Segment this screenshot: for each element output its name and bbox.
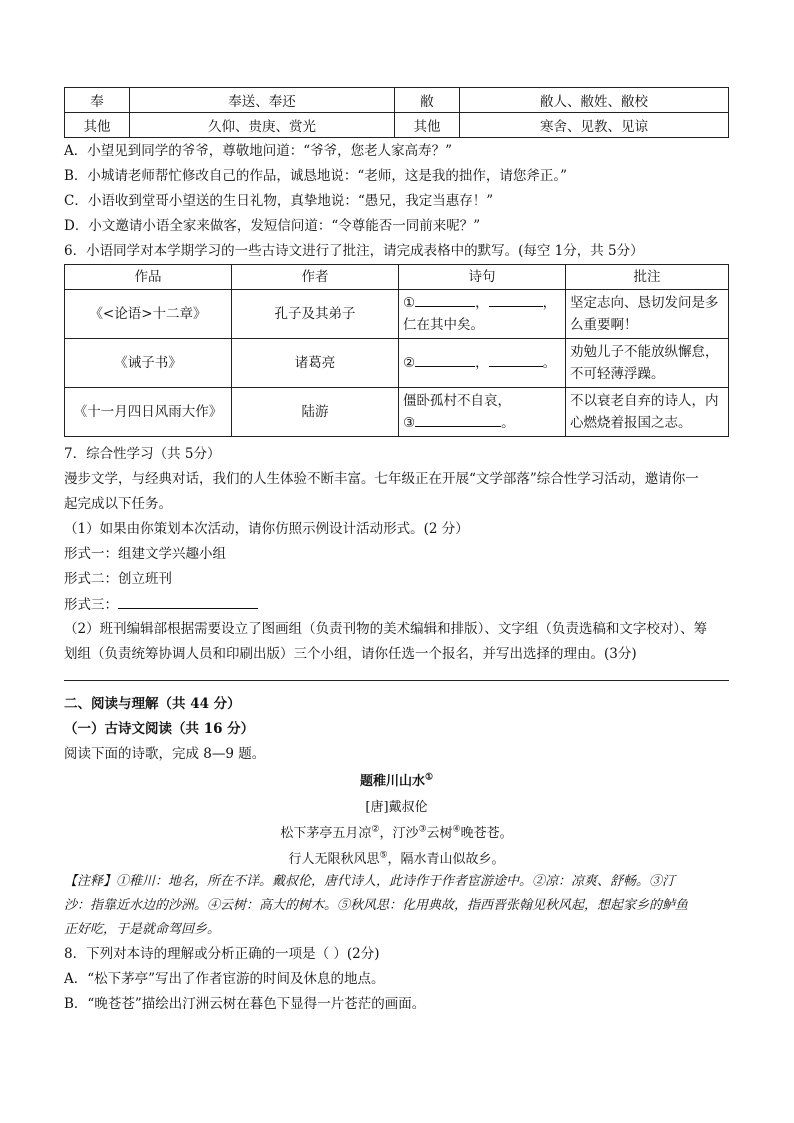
reading-instruction: 阅读下面的诗歌，完成 8—9 题。 [64, 746, 266, 762]
poem-author: [唐]戴叔伦 [365, 800, 428, 815]
table-cell: 敝 [395, 88, 460, 113]
section-title: 二、阅读与理解（共 44 分） [64, 696, 241, 712]
table-row [65, 339, 729, 388]
verse-cell: ① ， ， 仁在其中矣。 [399, 290, 566, 339]
work-cell: 《诫子书》 [65, 339, 232, 388]
form-three-blank[interactable] [118, 594, 258, 609]
poem-notes: 【注释】①稚川：地名，所在不详。戴叔伦，唐代诗人，此诗作于作者宦游途中。②凉：凉爽、舒畅。③汀 沙：指靠近水边的沙洲。④云树：高大的树木。⑤秋风思：化用典故，指西晋张翰见秋风起，想起家乡的鲈鱼 正好吃，于是就命驾回乡。 [64, 874, 689, 937]
header-cell: 诗句 [399, 265, 566, 290]
table-cell: 寒舍、见教、见谅 [460, 113, 729, 138]
table-cell: 其他 [395, 113, 460, 138]
header-cell: 作者 [232, 265, 399, 290]
note-cell: 不以衰老自弃的诗人，内心燃烧着报国之志。 [566, 388, 729, 437]
poem-line-1: 松下茅亭五月凉②，汀沙③云树④晚苍苍。 [280, 824, 513, 841]
author-cell: 孔子及其弟子 [232, 290, 399, 339]
poem-title: 题稚川山水① [359, 772, 434, 789]
fill-blank[interactable] [489, 352, 543, 367]
author-cell: 陆游 [232, 388, 399, 437]
note-cell: 坚定志向、恳切发问是多么重要啊！ [566, 290, 729, 339]
table-cell: 奉送、奉还 [130, 88, 395, 113]
table-cell: 久仰、贵庚、赏光 [130, 113, 395, 138]
fill-blank[interactable] [415, 292, 475, 307]
q8-option-b: B．“晚苍苍”描绘出汀洲云树在暮色下显得一片苍茫的画面。 [64, 996, 426, 1012]
fill-blank[interactable] [489, 292, 543, 307]
verse-cell: 僵卧孤村不自哀， ③ 。 [399, 388, 566, 437]
q7-intro: 起完成以下任务。 [64, 496, 172, 512]
author-cell: 诸葛亮 [232, 339, 399, 388]
fill-blank[interactable] [415, 352, 475, 367]
q7-sub1: （1）如果由你策划本次活动，请你仿照示例设计活动形式。(2 分） [64, 521, 469, 537]
table-cell: 敝人、敝姓、敝校 [460, 88, 729, 113]
option-d: D．小文邀请小语全家来做客，发短信问道：“令尊能否一同前来呢？” [64, 218, 481, 234]
subsection-title: （一）古诗文阅读（共 16 分） [64, 721, 255, 737]
section-divider [64, 680, 729, 681]
table-cell: 其他 [65, 113, 130, 138]
word-table [64, 87, 729, 138]
question-8-stem: 8．下列对本诗的理解或分析正确的一项是（ ）(2分) [64, 946, 380, 962]
q7-sub2: 划组（负责统筹协调人员和印刷出版）三个小组，请你任选一个报名，并写出选择的理由。(3分) [64, 646, 637, 662]
question-6-stem: 6．小语同学对本学期学习的一些古诗文进行了批注，请完成表格中的默写。(每空 1分，共 5分） [64, 243, 644, 259]
table-row [65, 388, 729, 437]
table-header-row [65, 265, 729, 290]
q8-option-a: A．“松下茅亭”写出了作者宦游的时间及休息的地点。 [64, 971, 385, 987]
poem-line-2: 行人无限秋风思⑤，隔水青山似故乡。 [288, 850, 505, 867]
option-a: A．小望见到同学的爷爷，尊敬地问道：“爷爷，您老人家高寿？” [64, 143, 453, 159]
form-three: 形式三： [64, 594, 258, 615]
table-cell: 奉 [65, 88, 130, 113]
note-cell: 劝勉儿子不能放纵懈怠，不可轻薄浮躁。 [566, 339, 729, 388]
question-7-title: 7．综合性学习（共 5分） [64, 446, 221, 462]
form-one: 形式一：组建文学兴趣小组 [64, 546, 226, 562]
table-row [65, 290, 729, 339]
option-c: C．小语收到堂哥小望送的生日礼物，真挚地说：“愚兄，我定当惠存！” [64, 193, 494, 209]
q7-sub2: （2）班刊编辑部根据需要设立了图画组（负责刊物的美术编辑和排版）、文字组（负责选稿和文字校对）、筹 [64, 621, 708, 637]
option-b: B．小城请老师帮忙修改自己的作品，诚恳地说：“老师，这是我的拙作，请您斧正。” [64, 168, 567, 184]
table-row [65, 113, 729, 138]
verse-cell: ② ， 。 [399, 339, 566, 388]
header-cell: 作品 [65, 265, 232, 290]
form-two: 形式二：创立班刊 [64, 571, 172, 587]
work-cell: 《十一月四日风雨大作》 [65, 388, 232, 437]
poem-annotation-table [64, 264, 729, 437]
q7-intro: 漫步文学，与经典对话，我们的人生体验不断丰富。七年级正在开展“文学部落”综合性学习活动，邀请你一 [64, 471, 699, 487]
work-cell: 《<论语>十二章》 [65, 290, 232, 339]
fill-blank[interactable] [415, 412, 501, 427]
header-cell: 批注 [566, 265, 729, 290]
table-row [65, 88, 729, 113]
